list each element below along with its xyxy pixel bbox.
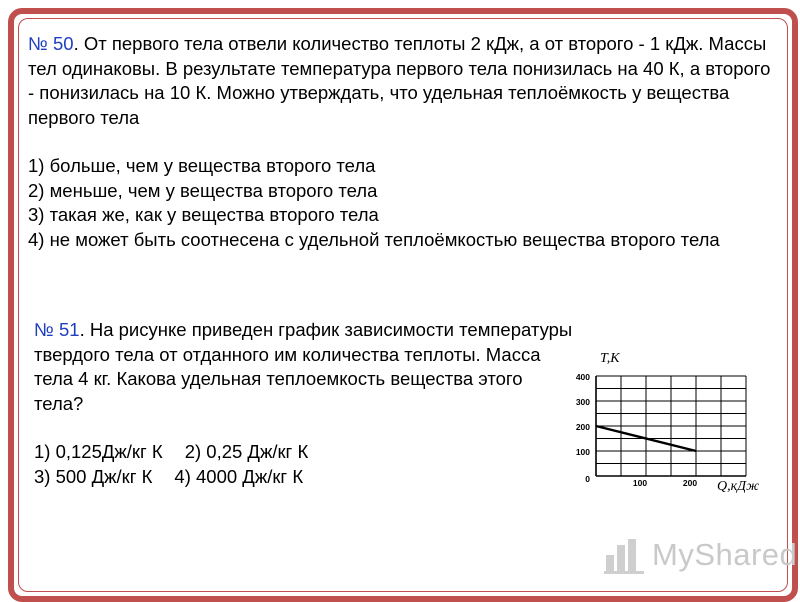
watermark-chart-icon bbox=[604, 535, 648, 575]
problem-51 bbox=[34, 318, 574, 489]
problem-51-text: . На рисунке приведен график зависимости температуры твердого тела от отданного им количества теплоты. Масса тела 4 кг. Какова удельная теплоемкость вещества этого тела? bbox=[34, 319, 573, 414]
problem-50 bbox=[28, 32, 773, 252]
myshared-watermark bbox=[604, 535, 798, 575]
y-tick-label: 300 bbox=[575, 397, 590, 407]
problem-50-option-4: 4) не может быть соотнесена с удельной теплоёмкостью вещества второго тела bbox=[28, 228, 720, 250]
problem-51-options-row-2 bbox=[34, 465, 574, 490]
problem-51-number: № 51 bbox=[34, 319, 80, 340]
problem-51-statement bbox=[34, 318, 574, 416]
y-tick-label: 100 bbox=[575, 447, 590, 457]
problem-50-option-1: 1) больше, чем у вещества второго тела bbox=[28, 155, 376, 176]
y-tick-label: 200 bbox=[575, 422, 590, 432]
y-tick-label: 400 bbox=[575, 372, 590, 382]
problem-51-option-1: 1) 0,125Дж/кг К bbox=[34, 441, 163, 462]
chart-ticks bbox=[576, 372, 698, 488]
problem-50-option-2: 2) меньше, чем у вещества второго тела bbox=[28, 179, 378, 201]
chart-grid bbox=[596, 376, 746, 476]
chart-y-label: T,K bbox=[600, 351, 620, 366]
problem-50-number: № 50 bbox=[28, 33, 74, 54]
problem-50-statement bbox=[28, 32, 773, 130]
chart-x-label: Q,кДж bbox=[717, 479, 760, 494]
temperature-heat-chart bbox=[560, 342, 775, 502]
problem-51-option-3: 3) 500 Дж/кг К bbox=[34, 465, 153, 487]
y-tick-label: 0 bbox=[585, 474, 590, 484]
problem-50-option-3: 3) такая же, как у вещества второго тела bbox=[28, 204, 379, 225]
x-tick-label: 200 bbox=[682, 478, 698, 488]
problem-51-option-2: 2) 0,25 Дж/кг К bbox=[184, 441, 309, 462]
watermark-text: MyShared bbox=[652, 537, 798, 572]
problem-51-options-row-1 bbox=[34, 440, 574, 465]
problem-50-text: . От первого тела отвели количество теплоты 2 кДж, а от второго - 1 кДж. Массы тел одинаковы. В результате температура первого тела понизилась на 40 К, а второго - понизилась на 10 К. Можно утверждать, что удельная теплоёмкость у вещества первого тела bbox=[28, 33, 771, 128]
problem-51-option-4: 4) 4000 Дж/кг К bbox=[174, 465, 304, 487]
x-tick-label: 100 bbox=[632, 478, 648, 488]
